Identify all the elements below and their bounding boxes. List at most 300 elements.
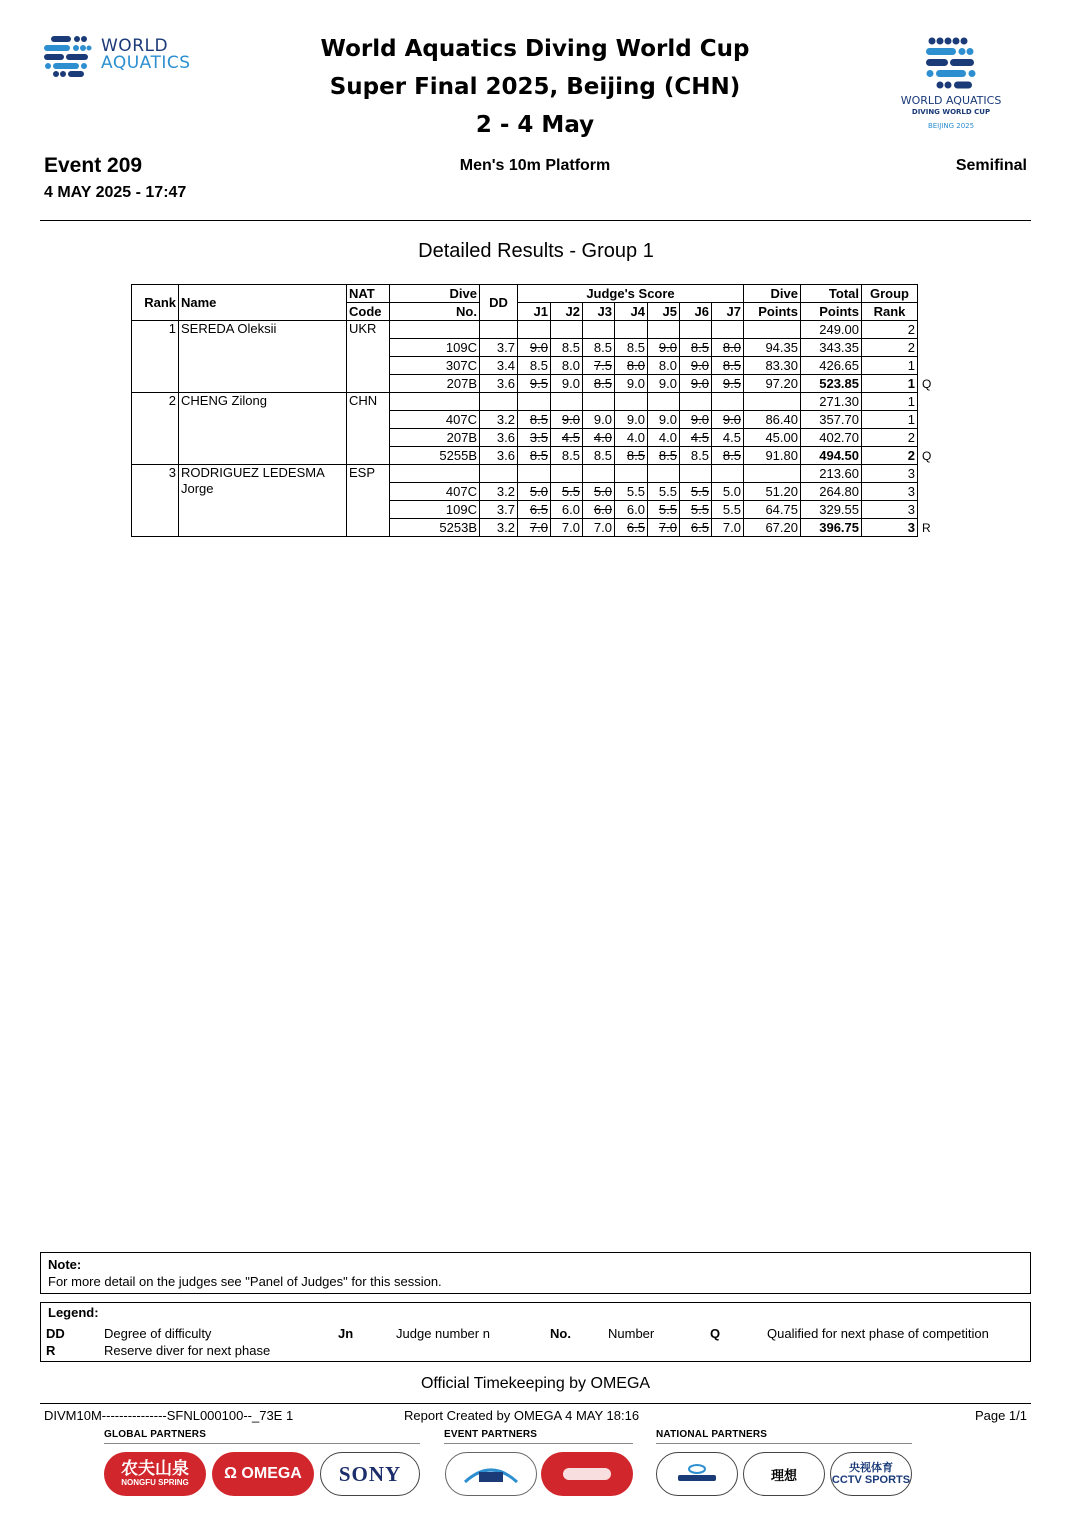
judge-score-j4 <box>615 501 648 519</box>
start-total-points: 271.30 <box>801 393 862 411</box>
event-name: Men's 10m Platform <box>459 157 611 174</box>
dive-number: 407C <box>390 483 480 501</box>
total-points: 426.65 <box>801 357 862 375</box>
group-rank: 2 <box>862 447 918 465</box>
dive-points: 45.00 <box>744 429 801 447</box>
start-total-points: 213.60 <box>801 465 862 483</box>
event-partners-heading: EVENT PARTNERS <box>444 1429 538 1440</box>
judge-score-j7 <box>712 375 744 393</box>
event-partner-2-mark-icon <box>557 1462 617 1486</box>
judge-score-value: 5.5 <box>690 501 709 517</box>
judge-score-j6 <box>680 339 712 357</box>
dive-number: 5255B <box>390 447 480 465</box>
judge-score-j5 <box>648 519 680 537</box>
dive-points: 51.20 <box>744 483 801 501</box>
qualification-mark <box>918 339 940 357</box>
judge-score-value: 7.5 <box>593 357 612 373</box>
judge-score-j6 <box>680 447 712 465</box>
empty-cell <box>390 465 480 483</box>
empty-cell <box>480 321 518 339</box>
empty-cell <box>744 321 801 339</box>
right-logo-line-3: BEIJING 2025 <box>927 122 975 130</box>
empty-cell <box>712 393 744 411</box>
judge-score-value: 5.5 <box>658 501 677 517</box>
empty-cell <box>744 465 801 483</box>
judge-score-j6 <box>680 483 712 501</box>
qualification-mark <box>918 483 940 501</box>
empty-cell <box>648 321 680 339</box>
athlete-name <box>179 393 347 465</box>
total-points: 494.50 <box>801 447 862 465</box>
empty-cell <box>680 321 712 339</box>
judge-score-j7 <box>712 447 744 465</box>
national-partners-heading: NATIONAL PARTNERS <box>656 1429 768 1440</box>
qualification-mark: Q <box>922 376 932 391</box>
empty-cell <box>518 393 551 411</box>
world-aquatics-logo <box>42 34 222 82</box>
judge-score-value: 9.0 <box>690 357 709 373</box>
footer-divider <box>40 1403 1031 1404</box>
degree-of-difficulty: 3.7 <box>480 339 518 357</box>
judge-score-j4 <box>615 429 648 447</box>
legend-abbr-dd: DD <box>46 1326 65 1341</box>
judge-score-j2 <box>551 429 583 447</box>
dive-number: 407C <box>390 411 480 429</box>
qualification-mark <box>918 411 940 429</box>
judge-score-j5 <box>648 375 680 393</box>
diving-world-cup-logo <box>890 36 1012 132</box>
judge-score-value: 9.0 <box>658 375 677 391</box>
header-group-rank-line-2: Rank <box>862 303 918 321</box>
judge-score-value: 9.0 <box>593 411 612 427</box>
right-logo-line-1: WORLD AQUATICS <box>900 94 1002 107</box>
degree-of-difficulty: 3.4 <box>480 357 518 375</box>
global-partners-rule <box>104 1443 420 1444</box>
degree-of-difficulty: 3.6 <box>480 429 518 447</box>
omega-wordmark: Ω OMEGA <box>224 1465 302 1482</box>
header-group-rank-line-1: Group <box>862 285 918 303</box>
legend-desc-r: Reserve diver for next phase <box>104 1343 271 1358</box>
header-dive-line-1: Dive <box>390 285 480 303</box>
results-table <box>131 284 940 537</box>
dive-number: 5253B <box>390 519 480 537</box>
legend-abbr-r: R <box>46 1343 56 1358</box>
empty-cell <box>551 321 583 339</box>
judge-score-value: 7.0 <box>658 519 677 535</box>
judge-score-j1 <box>518 339 551 357</box>
dive-number: 109C <box>390 501 480 519</box>
group-rank: 3 <box>862 519 918 537</box>
header-name: Name <box>179 285 347 321</box>
legend-abbr-no: No. <box>550 1326 571 1341</box>
page-number: Page 1/1 <box>974 1408 1027 1423</box>
athlete-nat-code: UKR <box>347 321 390 393</box>
judge-score-value: 9.0 <box>561 411 580 427</box>
judge-score-value: 9.0 <box>658 411 677 427</box>
judge-score-j1 <box>518 483 551 501</box>
nongfu-spring-en: NONGFU SPRING <box>121 1478 189 1487</box>
empty-cell <box>615 465 648 483</box>
empty-cell <box>551 393 583 411</box>
empty-cell <box>648 393 680 411</box>
judge-score-j7 <box>712 411 744 429</box>
judge-score-value: 6.5 <box>529 501 548 517</box>
report-code: DIVM10M---------------SFNL000100--_73E 1 <box>44 1408 294 1423</box>
empty-cell <box>680 393 712 411</box>
results-table-head <box>132 285 940 321</box>
judge-score-value: 8.5 <box>529 447 548 463</box>
athlete-start-row <box>132 393 940 411</box>
judge-score-value: 8.5 <box>529 357 548 373</box>
header-mark-spacer <box>918 285 940 321</box>
header-nat-line-2: Code <box>347 303 390 321</box>
judge-score-j5 <box>648 339 680 357</box>
header-divider <box>40 220 1031 221</box>
legend-desc-dd: Degree of difficulty <box>104 1326 212 1341</box>
dive-points: 97.20 <box>744 375 801 393</box>
judge-score-j6 <box>680 429 712 447</box>
judge-score-j1 <box>518 429 551 447</box>
legend-desc-jn: Judge number n <box>396 1326 490 1341</box>
dive-points: 91.80 <box>744 447 801 465</box>
judge-score-value: 9.0 <box>690 411 709 427</box>
empty-cell <box>648 465 680 483</box>
judge-score-value: 4.0 <box>626 429 645 445</box>
athlete-start-row <box>132 321 940 339</box>
judge-score-j4 <box>615 375 648 393</box>
judge-score-j7 <box>712 357 744 375</box>
athlete-name-line-2: Jorge <box>181 481 214 496</box>
header-j7: J7 <box>712 303 744 321</box>
logo-line-1: WORLD <box>101 36 169 56</box>
national-partner-1-mark-icon <box>672 1463 722 1485</box>
judge-score-value: 5.0 <box>529 483 548 499</box>
group-rank: 1 <box>862 411 918 429</box>
start-total-points: 249.00 <box>801 321 862 339</box>
nongfu-spring-logo <box>104 1452 206 1496</box>
judge-score-j1 <box>518 357 551 375</box>
omega-logo <box>212 1452 314 1496</box>
dive-points: 83.30 <box>744 357 801 375</box>
world-aquatics-wordmark <box>101 38 191 72</box>
judge-score-value: 7.0 <box>593 519 612 535</box>
judge-score-value: 6.5 <box>690 519 709 535</box>
dive-points: 67.20 <box>744 519 801 537</box>
judge-score-j1 <box>518 447 551 465</box>
judge-score-value: 4.0 <box>658 429 677 445</box>
total-points: 343.35 <box>801 339 862 357</box>
group-rank: 2 <box>862 429 918 447</box>
judge-score-j5 <box>648 501 680 519</box>
athlete-name-line-1: CHENG Zilong <box>181 393 267 408</box>
judge-score-j5 <box>648 411 680 429</box>
national-partners-rule <box>656 1443 912 1444</box>
judge-score-value: 4.0 <box>593 429 612 445</box>
legend-abbr-q: Q <box>710 1326 721 1341</box>
athlete-name-line-1: SEREDA Oleksii <box>181 321 277 336</box>
total-points: 264.80 <box>801 483 862 501</box>
group-rank: 3 <box>862 501 918 519</box>
judge-score-j3 <box>583 357 615 375</box>
event-partners-rule <box>444 1443 633 1444</box>
header-j2: J2 <box>551 303 583 321</box>
header-total-line-1: Total <box>801 285 862 303</box>
judge-score-j6 <box>680 411 712 429</box>
empty-cell <box>712 321 744 339</box>
judge-score-value: 9.0 <box>561 375 580 391</box>
empty-cell <box>583 393 615 411</box>
judge-score-j2 <box>551 501 583 519</box>
judge-score-j4 <box>615 411 648 429</box>
event-partner-1-mark-icon <box>461 1462 521 1486</box>
judge-score-value: 8.5 <box>722 357 741 373</box>
national-partner-logo-1 <box>656 1452 738 1496</box>
empty-cell <box>712 465 744 483</box>
header-points-line-2: Points <box>744 303 801 321</box>
judge-score-value: 8.5 <box>690 339 709 355</box>
judge-score-j6 <box>680 519 712 537</box>
header-j5: J5 <box>648 303 680 321</box>
nongfu-spring-cn: 农夫山泉 <box>121 1459 189 1478</box>
note-label: Note: <box>48 1257 82 1272</box>
athlete-name <box>179 465 347 537</box>
judge-score-j4 <box>615 447 648 465</box>
qualification-mark <box>918 429 940 447</box>
empty-cell <box>480 465 518 483</box>
header-judges-score: Judge's Score <box>518 285 744 303</box>
judge-score-value: 5.5 <box>658 483 677 499</box>
qualification-mark <box>918 321 940 339</box>
group-rank: 2 <box>862 339 918 357</box>
logo-line-2: AQUATICS <box>101 53 191 73</box>
judge-score-value: 8.0 <box>561 357 580 373</box>
athlete-rank: 1 <box>132 321 179 393</box>
judge-score-value: 9.0 <box>626 411 645 427</box>
right-logo-line-2: DIVING WORLD CUP <box>911 108 991 116</box>
dive-points: 94.35 <box>744 339 801 357</box>
judge-score-value: 8.5 <box>593 375 612 391</box>
note-text: For more detail on the judges see "Panel of Judges" for this session. <box>48 1274 442 1289</box>
empty-cell <box>518 321 551 339</box>
judge-score-j2 <box>551 357 583 375</box>
degree-of-difficulty: 3.6 <box>480 447 518 465</box>
header-j1: J1 <box>518 303 551 321</box>
judge-score-value: 8.5 <box>593 447 612 463</box>
judge-score-j3 <box>583 483 615 501</box>
judge-score-j4 <box>615 519 648 537</box>
total-points: 402.70 <box>801 429 862 447</box>
qualification-mark: R <box>922 520 931 535</box>
empty-cell <box>518 465 551 483</box>
total-points: 357.70 <box>801 411 862 429</box>
athlete-nat-code: ESP <box>347 465 390 537</box>
judge-score-value: 6.0 <box>561 501 580 517</box>
judge-score-j7 <box>712 501 744 519</box>
header-dd: DD <box>480 285 518 321</box>
event-number: Event 209 <box>44 154 143 177</box>
dive-number: 207B <box>390 375 480 393</box>
group-rank: 1 <box>862 357 918 375</box>
empty-cell <box>583 321 615 339</box>
judge-score-value: 9.5 <box>529 375 548 391</box>
judge-score-j5 <box>648 429 680 447</box>
judge-score-value: 4.5 <box>690 429 709 445</box>
header-dive-line-2: No. <box>390 303 480 321</box>
sony-wordmark: SONY <box>338 1461 402 1486</box>
judge-score-j2 <box>551 411 583 429</box>
world-aquatics-emblem-icon <box>42 34 92 78</box>
event-datetime: 4 MAY 2025 - 17:47 <box>44 184 187 201</box>
dive-number: 109C <box>390 339 480 357</box>
judge-score-j7 <box>712 519 744 537</box>
judge-score-value: 9.0 <box>529 339 548 355</box>
judge-score-j1 <box>518 375 551 393</box>
event-phase: Semifinal <box>955 157 1027 174</box>
empty-cell <box>390 393 480 411</box>
judge-score-j3 <box>583 519 615 537</box>
judge-score-value: 7.0 <box>561 519 580 535</box>
athlete-name-line-1: RODRIGUEZ LEDESMA <box>181 465 325 480</box>
document-title <box>260 30 810 144</box>
title-line-1: World Aquatics Diving World Cup <box>320 36 750 62</box>
judge-score-j3 <box>583 411 615 429</box>
judge-score-value: 8.0 <box>626 357 645 373</box>
total-points: 523.85 <box>801 375 862 393</box>
judge-score-value: 6.0 <box>593 501 612 517</box>
total-points: 396.75 <box>801 519 862 537</box>
empty-cell <box>551 465 583 483</box>
judge-score-value: 9.0 <box>690 375 709 391</box>
degree-of-difficulty: 3.2 <box>480 519 518 537</box>
judge-score-value: 5.5 <box>690 483 709 499</box>
empty-cell <box>583 465 615 483</box>
judge-score-j7 <box>712 483 744 501</box>
judge-score-j3 <box>583 447 615 465</box>
official-timekeeping: Official Timekeeping by OMEGA <box>420 1375 651 1392</box>
judge-score-value: 5.0 <box>593 483 612 499</box>
judge-score-j7 <box>712 429 744 447</box>
national-partner-2-wordmark: 理想 <box>770 1467 797 1483</box>
judge-score-value: 4.5 <box>722 429 741 445</box>
start-group-rank: 2 <box>862 321 918 339</box>
dive-points: 64.75 <box>744 501 801 519</box>
degree-of-difficulty: 3.2 <box>480 483 518 501</box>
judge-score-value: 7.0 <box>722 519 741 535</box>
judge-score-j4 <box>615 357 648 375</box>
qualification-mark <box>918 357 940 375</box>
judge-score-j6 <box>680 375 712 393</box>
judge-score-j2 <box>551 447 583 465</box>
athlete-rank: 3 <box>132 465 179 537</box>
judge-score-value: 7.0 <box>529 519 548 535</box>
degree-of-difficulty: 3.7 <box>480 501 518 519</box>
note-box <box>40 1252 1031 1294</box>
athlete-start-row <box>132 465 940 483</box>
header-points-line-1: Dive <box>744 285 801 303</box>
judge-score-j3 <box>583 501 615 519</box>
header-j3: J3 <box>583 303 615 321</box>
qualification-mark: Q <box>922 448 932 463</box>
judge-score-j2 <box>551 483 583 501</box>
judge-score-value: 3.5 <box>529 429 548 445</box>
group-rank: 3 <box>862 483 918 501</box>
qualification-mark <box>918 393 940 411</box>
legend-desc-q: Qualified for next phase of competition <box>767 1326 989 1341</box>
global-partners-heading: GLOBAL PARTNERS <box>104 1429 207 1440</box>
judge-score-value: 8.5 <box>561 339 580 355</box>
judge-score-value: 8.5 <box>658 447 677 463</box>
judge-score-j5 <box>648 483 680 501</box>
cctv-sports-cn: 央视体育 <box>849 1462 893 1474</box>
judge-score-j7 <box>712 339 744 357</box>
judge-score-j3 <box>583 375 615 393</box>
judge-score-j1 <box>518 501 551 519</box>
judge-score-j3 <box>583 429 615 447</box>
empty-cell <box>615 321 648 339</box>
degree-of-difficulty: 3.2 <box>480 411 518 429</box>
judge-score-value: 8.5 <box>690 447 709 463</box>
athlete-nat-code: CHN <box>347 393 390 465</box>
judge-score-value: 8.5 <box>529 411 548 427</box>
legend-label: Legend: <box>48 1305 99 1320</box>
start-group-rank: 1 <box>862 393 918 411</box>
header-nat-line-1: NAT <box>347 285 390 303</box>
judge-score-j1 <box>518 519 551 537</box>
judge-score-value: 5.0 <box>722 483 741 499</box>
empty-cell <box>744 393 801 411</box>
header-j6: J6 <box>680 303 712 321</box>
header-j4: J4 <box>615 303 648 321</box>
results-table-body <box>132 321 940 537</box>
empty-cell <box>680 465 712 483</box>
legend-box <box>40 1302 1031 1362</box>
total-points: 329.55 <box>801 501 862 519</box>
group-rank: 1 <box>862 375 918 393</box>
dive-points: 86.40 <box>744 411 801 429</box>
qualification-mark <box>918 501 940 519</box>
judge-score-j2 <box>551 375 583 393</box>
legend-desc-no: Number <box>608 1326 655 1341</box>
judge-score-j5 <box>648 447 680 465</box>
event-partner-logo-2 <box>541 1452 633 1496</box>
judge-score-value: 9.0 <box>658 339 677 355</box>
judge-score-value: 8.0 <box>658 357 677 373</box>
judge-score-j4 <box>615 483 648 501</box>
title-line-2: Super Final 2025, Beijing (CHN) <box>329 74 741 100</box>
judge-score-value: 8.5 <box>722 447 741 463</box>
legend-abbr-jn: Jn <box>338 1326 354 1341</box>
judge-score-value: 5.5 <box>626 483 645 499</box>
header-rank: Rank <box>132 285 179 321</box>
cctv-sports-en: CCTV SPORTS <box>831 1474 911 1486</box>
national-partner-logo-2 <box>743 1452 825 1496</box>
judge-score-j3 <box>583 339 615 357</box>
dive-number: 307C <box>390 357 480 375</box>
judge-score-value: 8.5 <box>593 339 612 355</box>
judge-score-value: 8.0 <box>722 339 741 355</box>
empty-cell <box>480 393 518 411</box>
judge-score-value: 9.0 <box>722 411 741 427</box>
judge-score-value: 9.5 <box>722 375 741 391</box>
judge-score-j2 <box>551 339 583 357</box>
judge-score-value: 8.5 <box>626 447 645 463</box>
judge-score-value: 6.5 <box>626 519 645 535</box>
judge-score-value: 9.0 <box>626 375 645 391</box>
judge-score-j6 <box>680 501 712 519</box>
judge-score-j4 <box>615 339 648 357</box>
dive-number: 207B <box>390 429 480 447</box>
degree-of-difficulty: 3.6 <box>480 375 518 393</box>
